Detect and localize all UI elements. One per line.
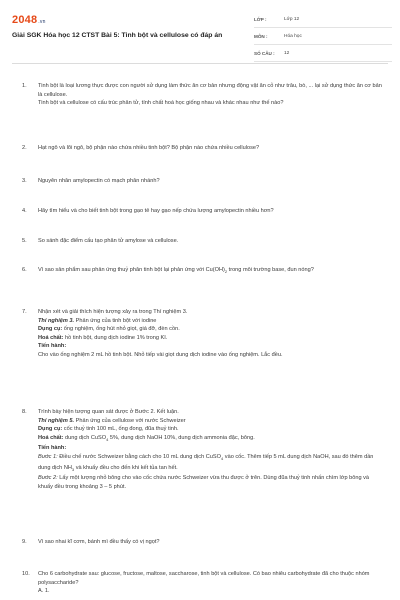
question-10: 10. Cho 6 carbohydrate sau: glucose, fructose, maltose, saccharose, tinh bột và cellulose. Có bao nhiêu carbohydrate đã cho thuộc nhóm polysaccharide? A. 1. <box>22 571 370 595</box>
page-title: Giải SGK Hóa học 12 CTST Bài 5: Tinh bột và cellulose có đáp án <box>12 32 223 39</box>
question-5: 5. So sánh đặc điểm cấu tạo phân tử amylose và cellulose. <box>22 238 179 244</box>
question-1: 1. Tinh bột là loại lương thực được con người sử dụng làm thức ăn cơ bản nhưng động vật ăn cỏ như trâu, bò, ... lại sử dụng thức ăn cơ bản là cellulose. Tinh bột và cellulose có cấu trúc phân tử, tính chất hoá học giống nhau và khác nhau như thế nào? <box>22 83 382 107</box>
question-8: 8. Trình bày hiện tượng quan sát được ở Bước 2. Kết luận. Thí nghiệm 5. Phản ứng của cellulose với nước Schweizer Dụng cụ: cốc thuỷ tinh 100 mL, ống đong, đũa thuỷ tinh. Hoá chất: dung dịch CuSO$_4$ 5%, dung dịch NaOH 10%, dung dịch ammonia đặc, bông. Tiến hành: Bước 1: Điều chế nước Schweizer bằng cách cho 10 mL dung dịch CuSO$_4$ vào cốc. Thêm tiếp 5 mL dung dịch NaOH, sau đó thêm dần dung dịch $NH_3$ và khuấy đều cho đến khi kết tủa tan hết. Bước 2: Lấy một lượng nhỏ bông cho vào cốc chứa nước Schweizer vừa thu được ở trên. Dùng đũa thuỷ tinh nhấn chìm lớp bông và khuấy đều trong khoảng 3 – 5 phút. <box>22 409 374 491</box>
question-4: 4. Hãy tìm hiểu và cho biết tinh bột trong gạo tẻ hay gạo nếp chứa lượng amylopectin nhiều hơn? <box>22 208 274 214</box>
meta-row-count: SỐ CÂU : 12 <box>254 45 392 62</box>
question-7: 7. Nhận xét và giải thích hiện tượng xảy ra trong Thí nghiệm 3. Thí nghiệm 3. Phản ứng của tinh bột với iodine Dụng cụ: ống nghiệm, ống hút nhỏ giọt, giá đỡ, đèn cồn. Hoá chất: hồ tinh bột, dung dịch iodine 1% trong KI. Tiến hành: Cho vào ống nghiệm 2 mL hồ tinh bột. Nhỏ tiếp vài giọt dung dịch iodine vào ống nghiệm. Lắc đều. <box>22 309 283 358</box>
question-9: 9. Vì sao nhai kĩ cơm, bánh mì đều thấy có vị ngọt? <box>22 539 160 545</box>
question-6: 6. Vì sao sản phẩm sau phản ứng thuỷ phân tinh bột lại phản ứng với $Cu(OH)_2$ trong môi trường base, đun nóng? <box>22 267 314 275</box>
meta-table <box>254 11 392 62</box>
question-2: 2. Hạt ngô và lõi ngô, bộ phận nào chứa nhiều tinh bột? Bộ phận nào chứa nhiều cellulose? <box>22 145 260 151</box>
question-3: 3. Nguyên nhân amylopectin có mạch phân nhánh? <box>22 178 160 184</box>
header-divider <box>12 63 388 64</box>
page-header <box>0 0 400 62</box>
meta-row-subject: MÔN : Hóa học <box>254 28 392 45</box>
site-logo[interactable]: 2048.vn <box>12 14 46 26</box>
meta-row-class: LỚP : Lớp 12 <box>254 11 392 28</box>
